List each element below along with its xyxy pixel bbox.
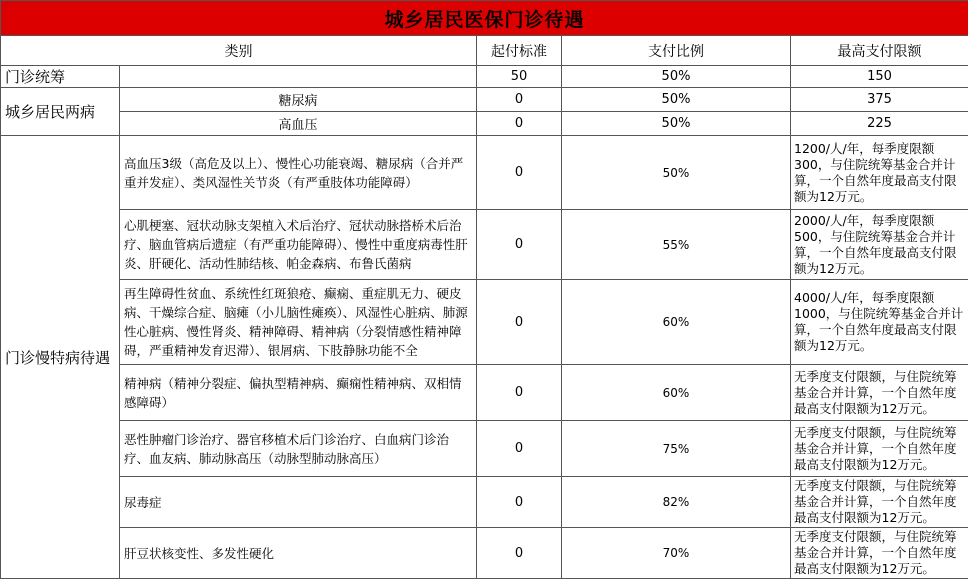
table-row xyxy=(1,210,968,280)
disease-desc: 高血压3级（高危及以上）、慢性心功能衰竭、糖尿病（合并严重并发症）、类风湿性关节炎（有严重肢体功能障碍） xyxy=(120,136,477,210)
ratio-cell: 70% xyxy=(562,528,791,579)
threshold-cell: 0 xyxy=(477,280,562,365)
disease-desc: 心肌梗塞、冠状动脉支架植入术后治疗、冠状动脉搭桥术后治疗、脑血管病后遗症（有严重功能障碍）、慢性中重度病毒性肝炎、肝硬化、活动性肺结核、帕金森病、布鲁氏菌病 xyxy=(120,210,477,280)
limit-cell: 无季度支付限额，与住院统筹基金合并计算，一个自然年度最高支付限额为12万元。 xyxy=(791,528,968,579)
table-row xyxy=(1,88,968,112)
disease-desc: 恶性肿瘤门诊治疗、器官移植术后门诊治疗、白血病门诊治疗、血友病、肺动脉高压（动脉型肺动脉高压） xyxy=(120,421,477,477)
table-row xyxy=(1,280,968,365)
limit-cell: 无季度支付限额，与住院统筹基金合并计算，一个自然年度最高支付限额为12万元。 xyxy=(791,421,968,477)
threshold-cell: 50 xyxy=(477,66,562,88)
header-category: 类别 xyxy=(1,36,477,66)
limit-cell: 1200/人/年，每季度限额300，与住院统筹基金合并计算，一个自然年度最高支付限额为12万元。 xyxy=(791,136,968,210)
threshold-cell: 0 xyxy=(477,365,562,421)
chronic-label: 门诊慢特病待遇 xyxy=(1,136,120,579)
ratio-cell: 60% xyxy=(562,280,791,365)
table-row xyxy=(1,528,968,579)
limit-cell: 375 xyxy=(791,88,968,112)
threshold-cell: 0 xyxy=(477,421,562,477)
ratio-cell: 50% xyxy=(562,136,791,210)
disease-name: 糖尿病 xyxy=(120,88,477,112)
ratio-cell: 60% xyxy=(562,365,791,421)
table-row xyxy=(1,477,968,528)
limit-cell: 150 xyxy=(791,66,968,88)
disease-desc: 再生障碍性贫血、系统性红斑狼疮、癫痫、重症肌无力、硬皮病、干燥综合症、脑瘫（小儿脑性瘫痪）、风湿性心脏病、肺源性心脏病、慢性肾炎、精神障碍、精神病（分裂情感性精神障碍，严重精神发育迟滞）、银屑病、下肢静脉功能不全 xyxy=(120,280,477,365)
two-diseases-label: 城乡居民两病 xyxy=(1,88,120,136)
ratio-cell: 50% xyxy=(562,66,791,88)
header-ratio: 支付比例 xyxy=(562,36,791,66)
header-limit: 最高支付限额 xyxy=(791,36,968,66)
threshold-cell: 0 xyxy=(477,88,562,112)
limit-cell: 225 xyxy=(791,112,968,136)
table-row xyxy=(1,421,968,477)
ratio-cell: 75% xyxy=(562,421,791,477)
limit-cell: 无季度支付限额，与住院统筹基金合并计算，一个自然年度最高支付限额为12万元。 xyxy=(791,365,968,421)
ratio-cell: 55% xyxy=(562,210,791,280)
table-row xyxy=(1,112,968,136)
table-title: 城乡居民医保门诊待遇 xyxy=(1,1,968,36)
disease-desc: 肝豆状核变性、多发性硬化 xyxy=(120,528,477,579)
header-threshold: 起付标准 xyxy=(477,36,562,66)
outpatient-pool-label: 门诊统筹 xyxy=(1,66,120,88)
limit-cell: 无季度支付限额，与住院统筹基金合并计算，一个自然年度最高支付限额为12万元。 xyxy=(791,477,968,528)
threshold-cell: 0 xyxy=(477,210,562,280)
table-row xyxy=(1,365,968,421)
threshold-cell: 0 xyxy=(477,477,562,528)
table-row xyxy=(1,66,968,88)
threshold-cell: 0 xyxy=(477,528,562,579)
disease-desc: 精神病（精神分裂症、偏执型精神病、癫痫性精神病、双相情感障碍） xyxy=(120,365,477,421)
disease-desc: 尿毒症 xyxy=(120,477,477,528)
ratio-cell: 82% xyxy=(562,477,791,528)
ratio-cell: 50% xyxy=(562,88,791,112)
limit-cell: 2000/人/年，每季度限额500，与住院统筹基金合并计算，一个自然年度最高支付限额为12万元。 xyxy=(791,210,968,280)
empty-cell xyxy=(120,66,477,88)
table-row xyxy=(1,136,968,210)
disease-name: 高血压 xyxy=(120,112,477,136)
threshold-cell: 0 xyxy=(477,112,562,136)
ratio-cell: 50% xyxy=(562,112,791,136)
threshold-cell: 0 xyxy=(477,136,562,210)
limit-cell: 4000/人/年，每季度限额1000，与住院统筹基金合并计算，一个自然年度最高支付限额为12万元。 xyxy=(791,280,968,365)
